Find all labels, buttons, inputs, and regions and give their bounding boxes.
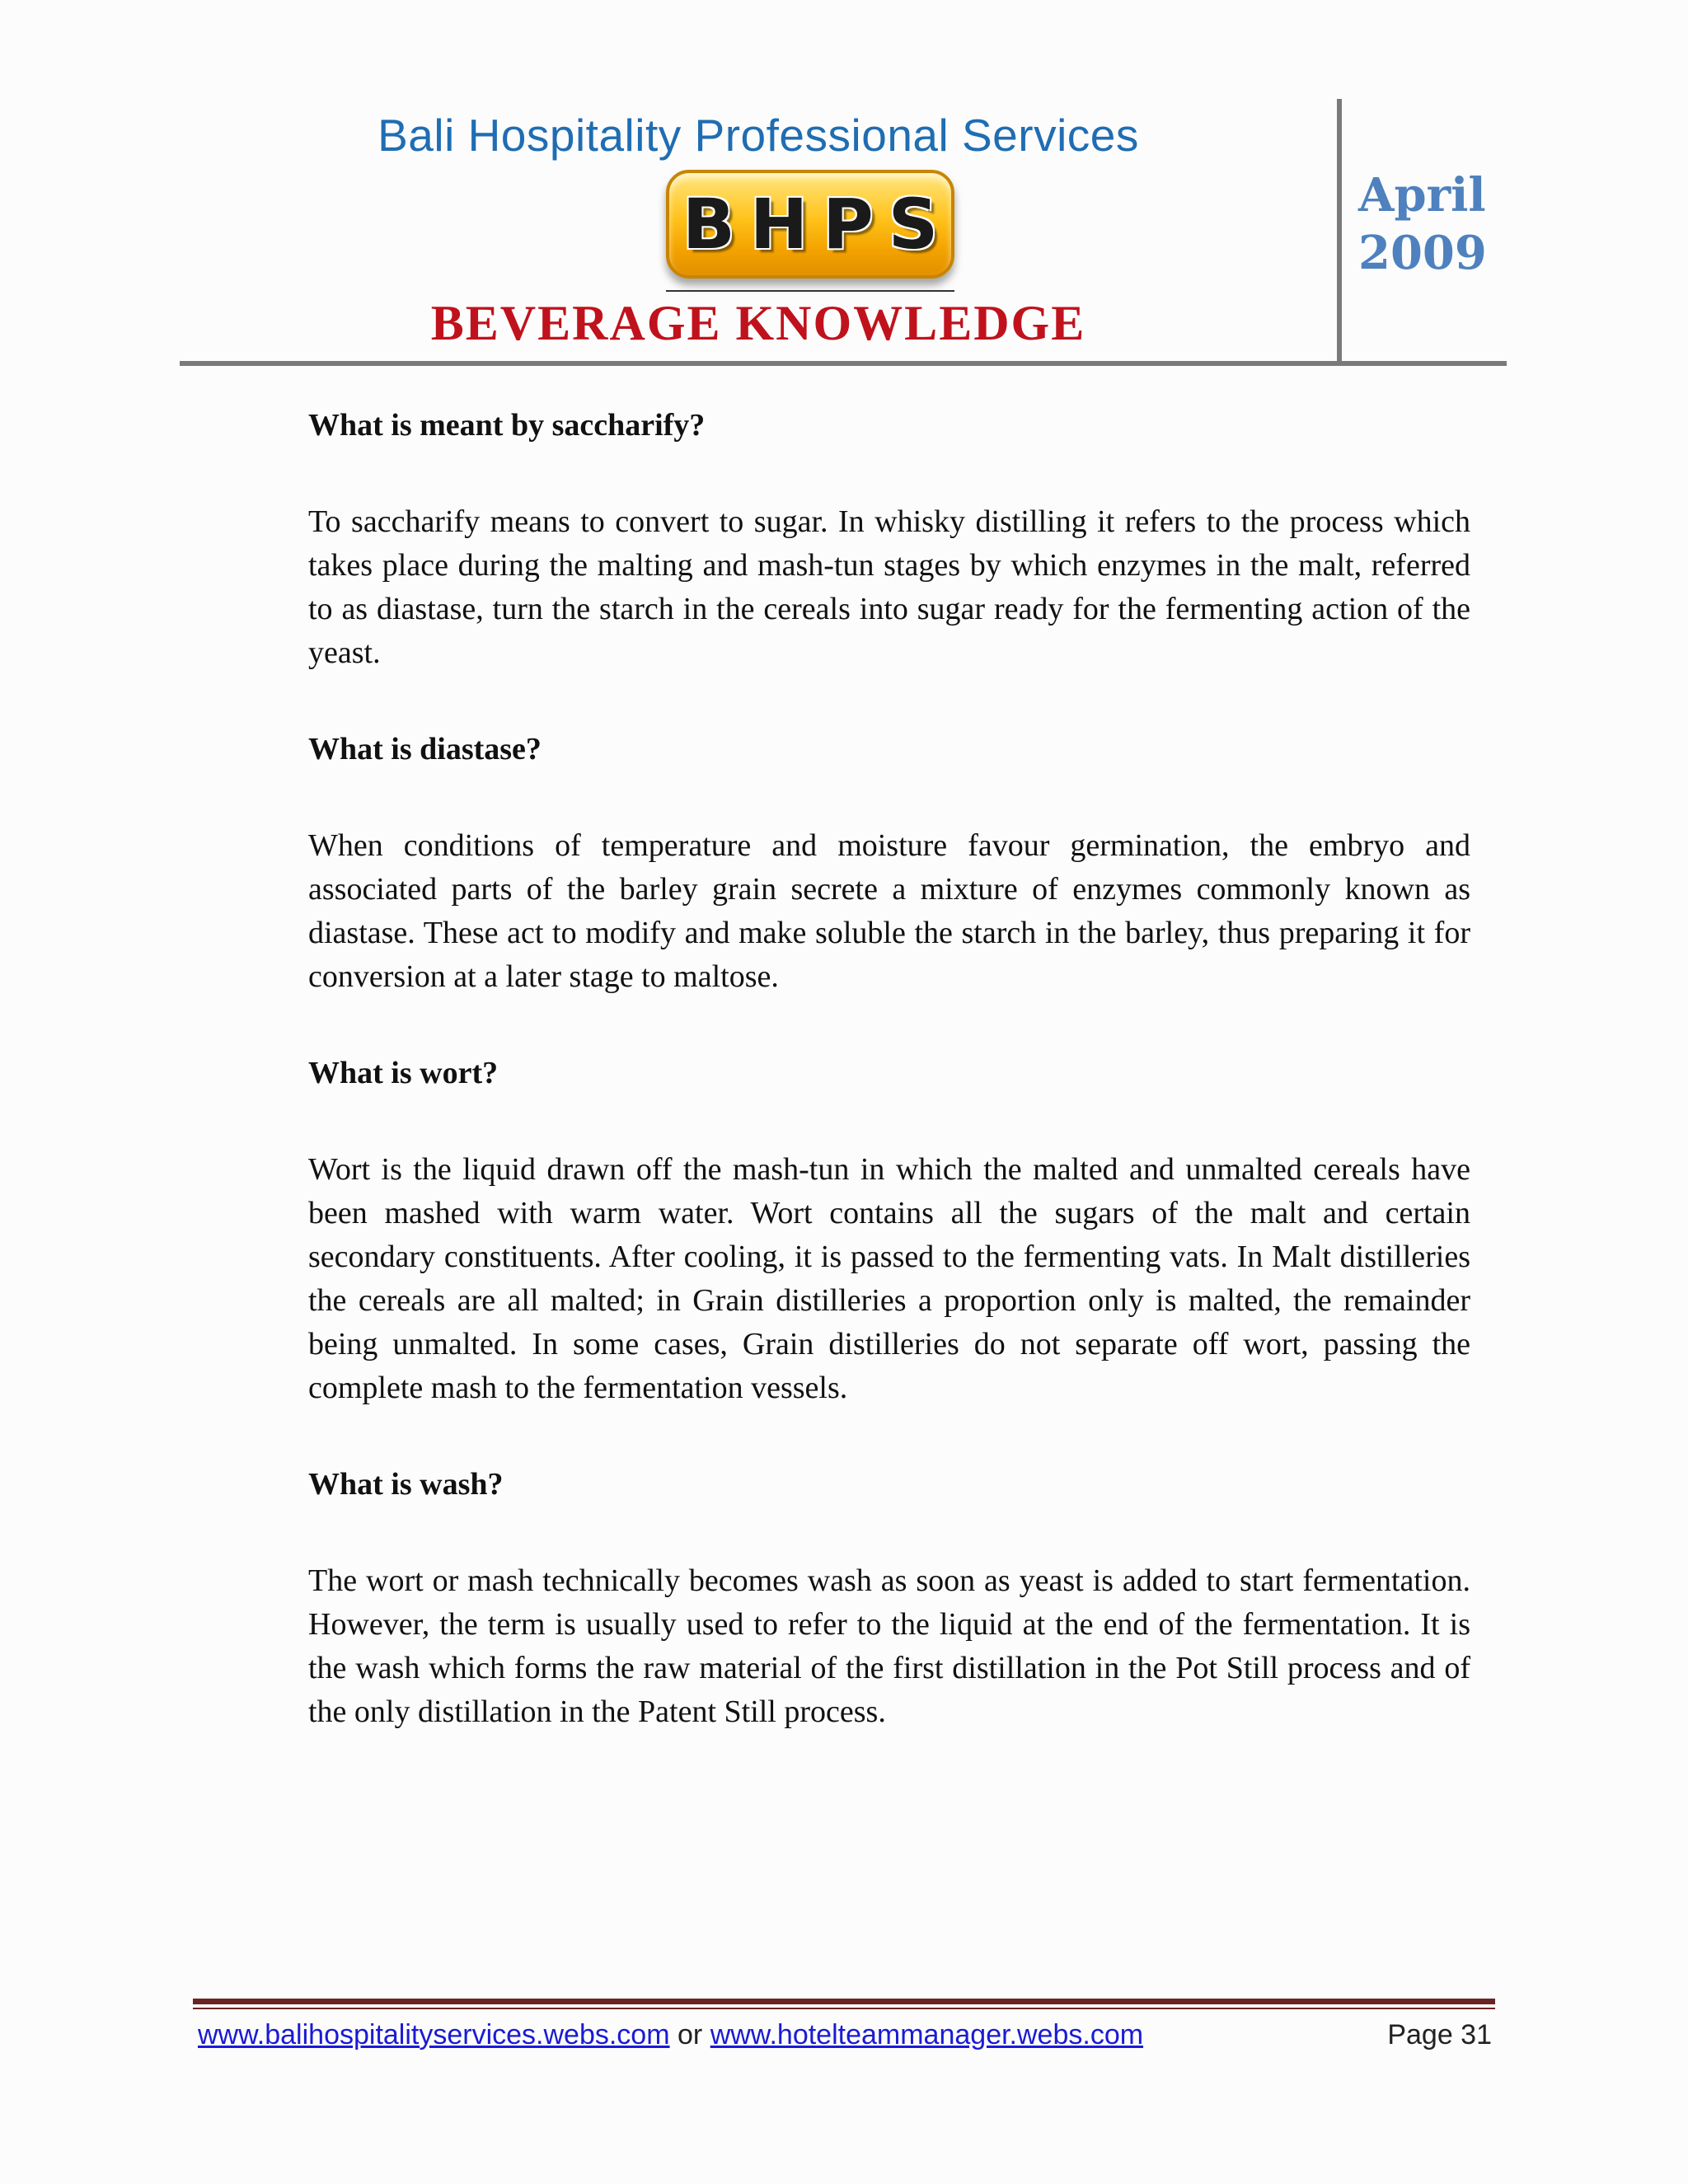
header-horizontal-divider xyxy=(180,361,1507,366)
qa-saccharify xyxy=(308,404,1470,675)
logo-badge xyxy=(666,170,954,279)
footer-rule xyxy=(193,1999,1495,2004)
issue-date xyxy=(1358,166,1490,282)
qa-wort xyxy=(308,1052,1470,1410)
document-body xyxy=(308,396,1470,1787)
footer-link-bali-hospitality[interactable]: www.balihospitalityservices.webs.com xyxy=(198,2018,670,2050)
section-title: BEVERAGE KNOWLEDGE xyxy=(430,296,1086,350)
answer-paragraph: Wort is the liquid drawn off the mash-tun in which the malted and unmalted cereals have been mashed with warm water. Wort contains all the sugars of the malt and certain secondary constituents. After cooling, it is passed to the fermenting vats. In Malt distilleries the cereals are all malted; in Grain distilleries a proportion only is malted, the remainder being unmalted. In some cases, Grain distilleries do not separate off wort, passing the complete mash to the fermentation vessels. xyxy=(308,1152,1470,1405)
answer-paragraph: The wort or mash technically becomes wash as soon as yeast is added to start fermentation. However, the term is usually used to refer to the liquid at the end of the fermentation. It is the wash which forms the raw material of the first distillation in the Pot Still process and of the only distillation in the Patent Still process. xyxy=(308,1563,1470,1729)
issue-month: April xyxy=(1358,168,1486,223)
header-vertical-divider xyxy=(1337,99,1342,363)
footer-links xyxy=(198,2019,1143,2051)
qa-wash xyxy=(308,1463,1470,1734)
organization-name: Bali Hospitality Professional Services xyxy=(377,110,1139,161)
issue-year: 2009 xyxy=(1358,226,1487,280)
page-number: Page 31 xyxy=(1387,2018,1492,2050)
footer-link-hotel-team-manager[interactable]: www.hotelteammanager.webs.com xyxy=(710,2018,1144,2050)
footer-separator: or xyxy=(678,2018,710,2050)
answer-paragraph: When conditions of temperature and moisture favour germination, the embryo and associated parts of the barley grain secrete a mixture of enzymes commonly known as diastase. These act to modify and make soluble the starch in the barley, thus preparing it for conversion at a later stage to maltose. xyxy=(308,828,1470,994)
logo-text: BHPS xyxy=(682,184,954,265)
question-heading: What is meant by saccharify? xyxy=(308,408,706,443)
footer-rule-thin xyxy=(193,2008,1495,2009)
page-footer xyxy=(198,2014,1492,2055)
question-heading: What is diastase? xyxy=(308,732,542,766)
bhps-logo xyxy=(666,170,954,292)
qa-diastase xyxy=(308,728,1470,999)
logo-underline xyxy=(666,290,954,292)
question-heading: What is wash? xyxy=(308,1467,504,1502)
answer-paragraph: To saccharify means to convert to sugar. In whisky distilling it refers to the process which takes place during the malting and mash-tun stages by which enzymes in the malt, referred to as diastase, turn the starch in the cereals into sugar ready for the fermenting action of the yeast. xyxy=(308,504,1470,670)
question-heading: What is wort? xyxy=(308,1056,499,1090)
